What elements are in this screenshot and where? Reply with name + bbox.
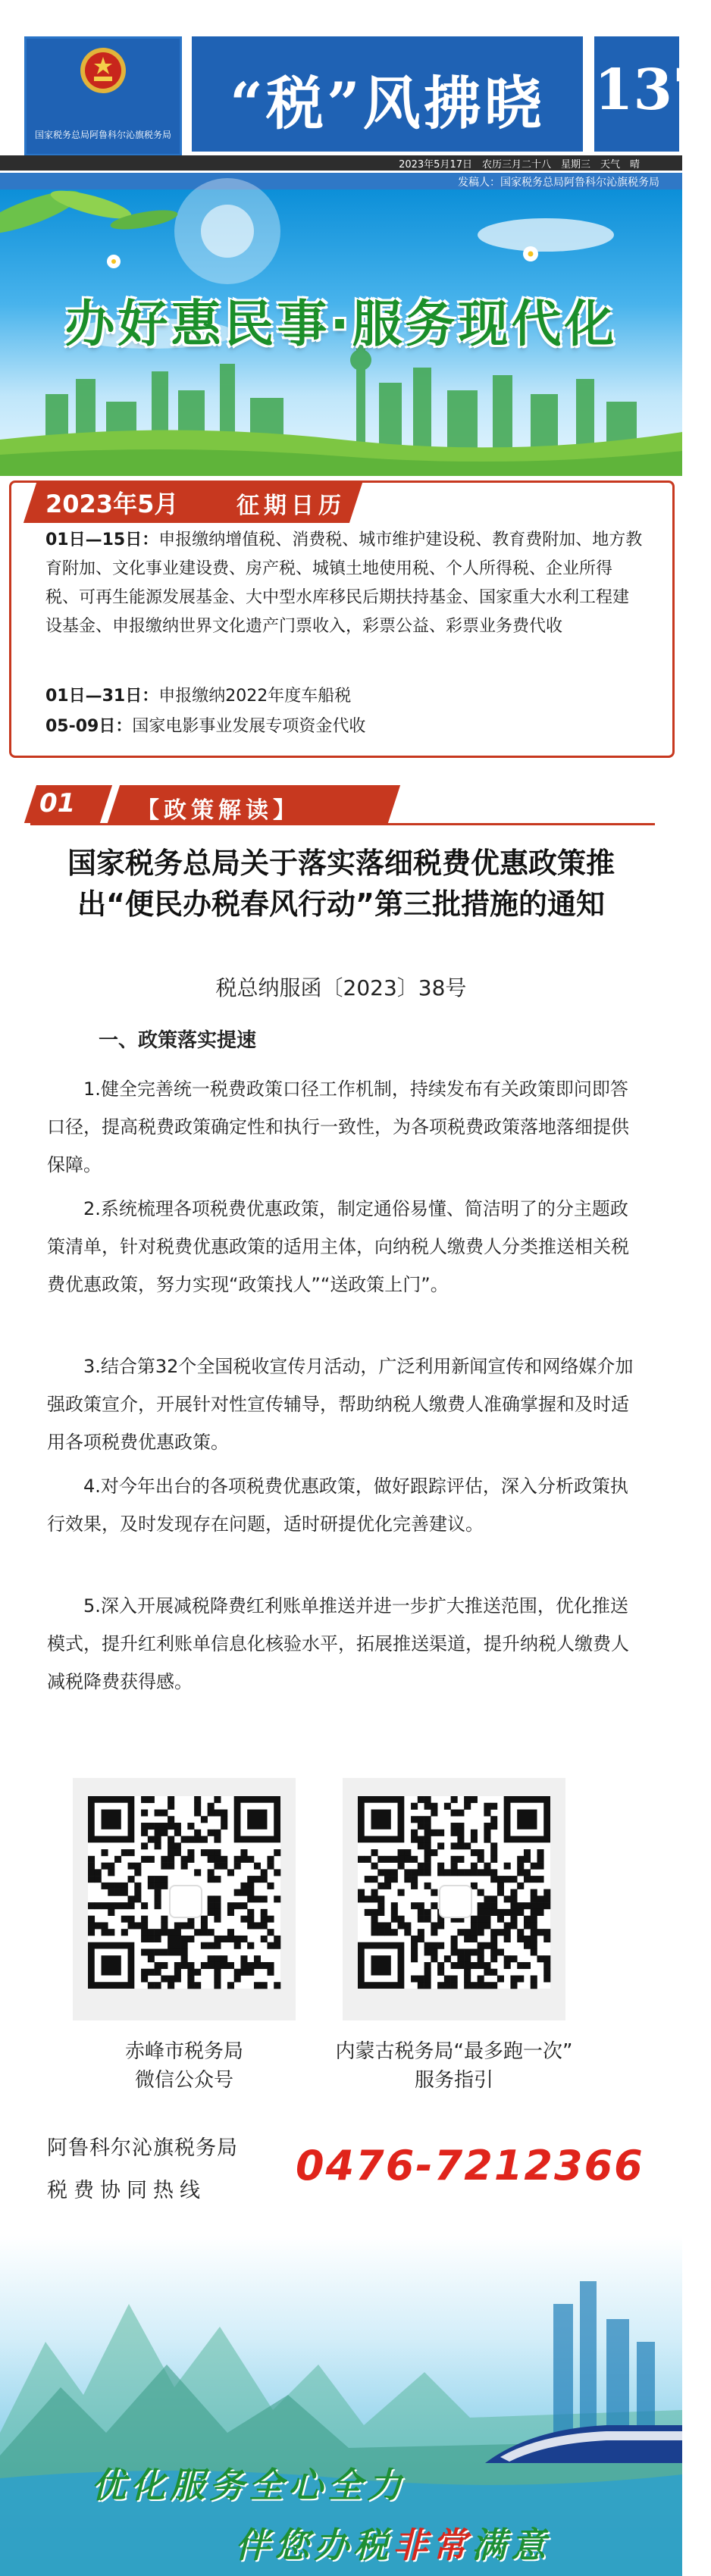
- footer-slogan-red: 非常: [393, 2524, 471, 2565]
- hotline-label: 税费协同热线: [47, 2179, 206, 2202]
- hotline-org: 阿鲁科尔沁旗税务局: [47, 2136, 238, 2160]
- section-number: 01: [39, 788, 76, 818]
- footer-banner: [0, 2236, 682, 2576]
- tax-logo-badge-icon: [169, 1885, 202, 1918]
- date-strip: [0, 155, 682, 171]
- article-heading: 一、政策落实提速: [99, 1029, 257, 1052]
- calendar-row: [45, 712, 644, 741]
- document-number: 税总纳服函〔2023〕38号: [215, 975, 467, 1000]
- publisher-line: 发稿人：国家税务总局阿鲁科尔沁旗税务局: [458, 177, 659, 189]
- header: [0, 0, 711, 189]
- date-line: 2023年5月17日 农历三月二十八 星期三 天气 晴: [399, 159, 640, 171]
- publisher-strip: [0, 173, 682, 189]
- article-paragraph: 4.对今年出台的各项税费优惠政策，做好跟踪评估，深入分析政策执行效果，及时发现存在问题，适时研提优化完善建议。: [47, 1476, 628, 1535]
- calendar-row-key: 01日—15日：: [45, 531, 159, 549]
- tax-emblem-icon: [79, 46, 127, 95]
- footer-slogan-pre: 伴您办税: [235, 2524, 393, 2565]
- article-paragraph: 1.健全完善统一税费政策口径工作机制，持续发布有关政策即问即答口径，提高税费政策确定性和执行一致性，为各项税费政策落地落细提供保障。: [47, 1078, 629, 1175]
- footer-slogan-line1: 优化服务全心全力: [91, 2465, 406, 2506]
- qr-code-card[interactable]: [343, 1778, 565, 2020]
- issue-box: [594, 36, 711, 152]
- article-title: 国家税务总局关于落实落细税费优惠政策推出“便民办税春风行动”第三批措施的通知: [67, 847, 615, 921]
- calendar-row-text: 申报缴纳2022年度车船税: [158, 687, 352, 706]
- qr-caption-line1: 内蒙古税务局“最多跑一次”: [335, 2040, 573, 2063]
- tax-calendar: [0, 476, 682, 765]
- issue-number: 137: [594, 58, 711, 123]
- logo-box: [24, 36, 182, 156]
- calendar-row: [45, 682, 644, 711]
- logo-text: 国家税务总局阿鲁科尔沁旗税务局: [34, 130, 171, 140]
- qr-caption: [329, 2037, 579, 2095]
- tax-logo-badge-icon: [439, 1885, 472, 1918]
- calendar-row-text: 申报缴纳增值税、消费税、城市维护建设税、教育费附加、地方教育附加、文化事业建设费、房产税、城镇土地使用税、个人所得税、企业所得税、可再生能源发展基金、大中型水库移民后期扶持基金、国家重大水利工程建设基金、申报缴纳世界文化遗产门票收入，彩票公益、彩票业务费代收: [45, 531, 643, 636]
- article-paragraph: 3.结合第32个全国税收宣传月活动，广泛利用新闻宣传和网络媒介加强政策宣介，开展针对性宣传辅导，帮助纳税人缴费人准确掌握和及时适用各项税费优惠政策。: [47, 1356, 634, 1453]
- article-paragraph: 2.系统梳理各项税费优惠政策，制定通俗易懂、简洁明了的分主题政策清单，针对税费优惠政策的适用主体，向纳税人缴费人分类推送相关税费优惠政策，努力实现“政策找人”“送政策上门”。: [47, 1198, 629, 1295]
- banner-slogan: 办好惠民事·服务现代化: [64, 295, 618, 353]
- footer-slogan-line2: [235, 2518, 550, 2568]
- footer-slogan-post: 满意: [471, 2524, 550, 2565]
- qr-caption-line1: 赤峰市税务局: [124, 2040, 243, 2063]
- banner: [0, 189, 682, 476]
- qr-caption-line2: 服务指引: [414, 2069, 493, 2092]
- newsletter-title: “税”风拂晓: [230, 70, 545, 137]
- calendar-row: [45, 526, 644, 641]
- qr-caption: [59, 2037, 309, 2095]
- title-box: [192, 36, 583, 152]
- hotline-phone[interactable]: 0476-7212366: [296, 2142, 644, 2189]
- section-name: 【政策解读】: [136, 797, 300, 824]
- article-paragraph: 5.深入开展减税降费红利账单推送并进一步扩大推送范围，优化推送模式，提升红利账单信息化核验水平，拓展推送渠道，提升纳税人缴费人减税降费获得感。: [47, 1595, 629, 1692]
- calendar-row-key: 05-09日：: [45, 717, 133, 736]
- calendar-row-key: 01日—31日：: [45, 687, 159, 706]
- section-header: [30, 785, 655, 825]
- calendar-title: 征期日历: [236, 493, 346, 519]
- calendar-month: 2023年5月: [45, 490, 179, 518]
- qr-caption-line2: 微信公众号: [134, 2069, 233, 2092]
- qr-code-card[interactable]: [73, 1778, 296, 2020]
- calendar-row-text: 国家电影事业发展专项资金代收: [132, 717, 366, 736]
